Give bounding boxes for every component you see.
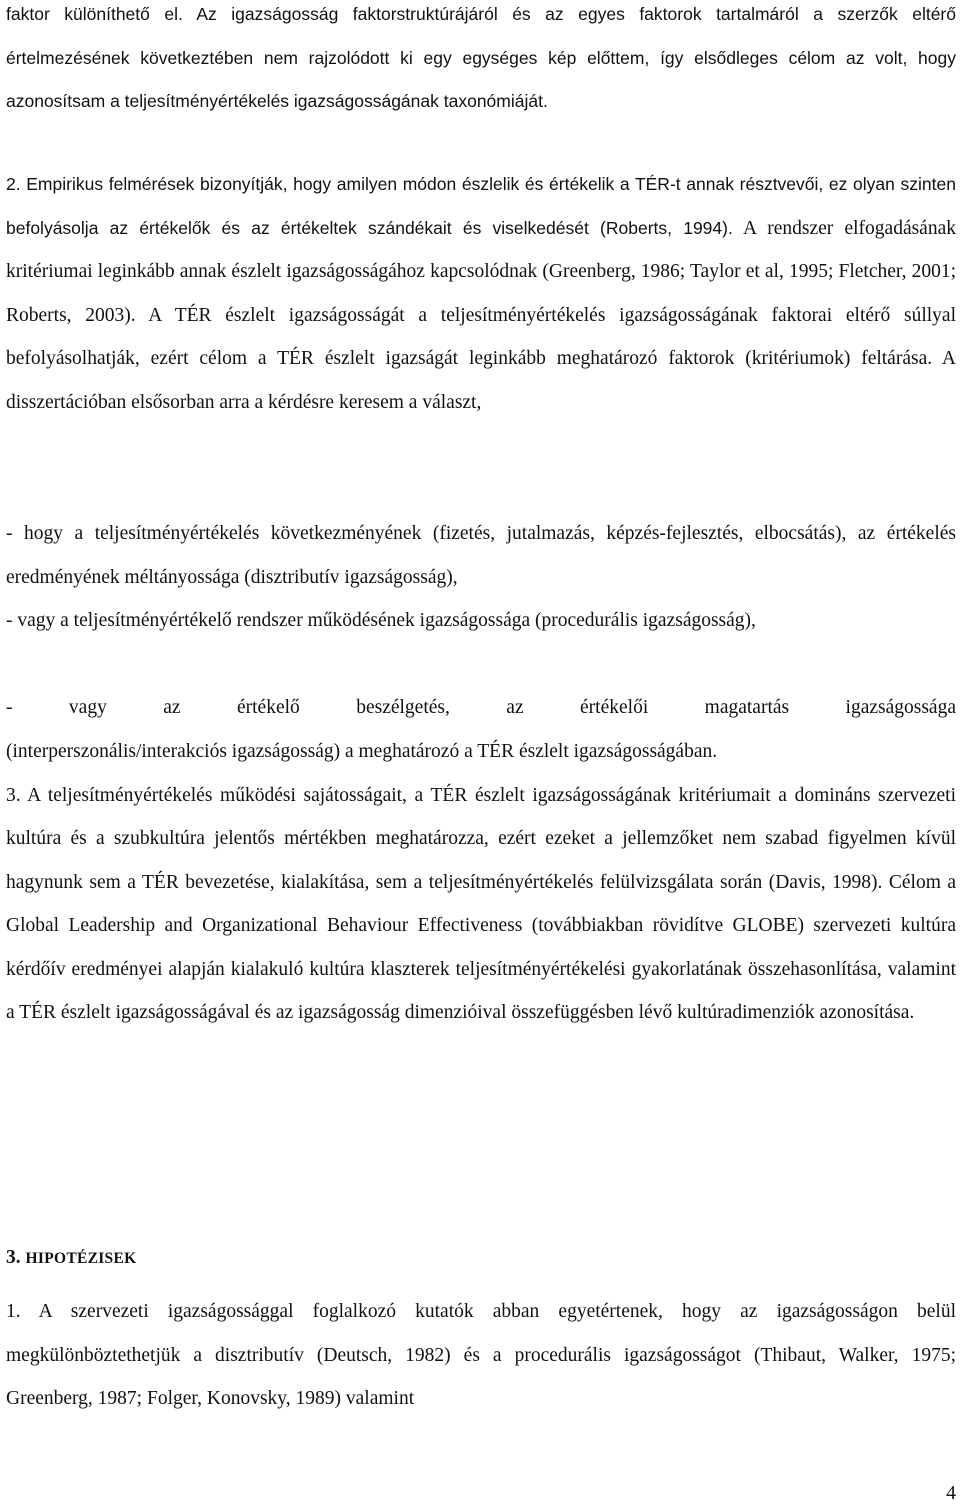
list-item-distributive: - hogy a teljesítményértékelés következményének (fizetés, jutalmazás, képzés-fejlesztés, elbocsátás), az értékelés eredményének méltányossága (disztributív igazságosság), <box>6 523 956 588</box>
page-number: 4 <box>946 1482 956 1504</box>
section-heading-number: 3. <box>6 1247 26 1268</box>
section-heading <box>6 1236 136 1281</box>
section-heading-title: HIPOTÉZISEK <box>25 1250 137 1267</box>
list-item-interpersonal: - vagy az értékelő beszélgetés, az értékelői magatartás igazságossága <box>6 697 956 718</box>
paragraph-taxonomy: faktor különíthető el. Az igazságosság faktorstruktúrájáról és az egyes faktorok tartalmáról a szerzők eltérő értelmezésének következtében nem rajzolódott ki egy egységes kép előttem, így elsődleges célom az volt, hogy azonosítsam a teljesítményértékelés igazságosságának taxonómiáját. <box>6 4 956 111</box>
paragraph-empirical <box>6 163 956 424</box>
list-item-procedural: - vagy a teljesítményértékelő rendszer működésének igazságossága (procedurális igazságosság), <box>6 610 756 631</box>
paragraph-culture <box>6 730 956 1035</box>
paragraph-empirical-sans: 2. Empirikus felmérések bizonyítják, hogy amilyen módon észlelik és értékelik a TÉR-t annak résztvevői, ez olyan szinten befolyásolja az értékelők és az értékeltek szándékait és viselkedését (Roberts, 1994). <box>6 174 956 238</box>
list-item-interpersonal-continuation: (interperszonális/interakciós igazságosság) a meghatározó a TÉR észlelt igazságosságában. <box>6 741 718 762</box>
paragraph-hypothesis-1: 1. A szervezeti igazságossággal foglalkozó kutatók abban egyetértenek, hogy az igazságosságon belül megkülönböztethetjük a disztributív (Deutsch, 1982) és a procedurális igazságosságot (Thibaut, Walker, 1975; Greenberg, 1987; Folger, Konovsky, 1989) valamint <box>6 1301 956 1409</box>
paragraph-culture-text: 3. A teljesítményértékelés működési sajátosságait, a TÉR észlelt igazságosságának kritériumait a domináns szervezeti kultúra és a szubkultúra jelentős mértékben meghatározza, ezért ezeket a jellemzőket nem szabad figyelmen kívül hagynunk sem a TÉR bevezetése, kialakítása, sem a teljesítményértékelés felülvizsgálata során (Davis, 1998). Célom a Global Leadership and Organizational Behaviour Effectiveness (továbbiakban rövidítve GLOBE) szervezeti kultúra kérdőív eredményei alapján kialakuló kultúra klaszterek teljesítményértékelési gyakorlatának összehasonlítása, valamint a TÉR észlelt igazságosságával és az igazságosság dimenzióival összefüggésben lévő kultúradimenziók azonosítása. <box>6 784 956 1023</box>
paragraph-empirical-serif: A rendszer elfogadásának kritériumai leginkább annak észlelt igazságosságához kapcsolódnak (Greenberg, 1986; Taylor et al, 1995; Fletcher, 2001; Roberts, 2003). A TÉR észlelt igazságosságát a teljesítményértékelés igazságosságának faktorai eltérő súllyal befolyásolhatják, ezért célom a TÉR észlelt igazságát leginkább meghatározó faktorok (kritériumok) feltárása. A disszertációban elsősorban arra a kérdésre keresem a választ, <box>6 217 956 413</box>
